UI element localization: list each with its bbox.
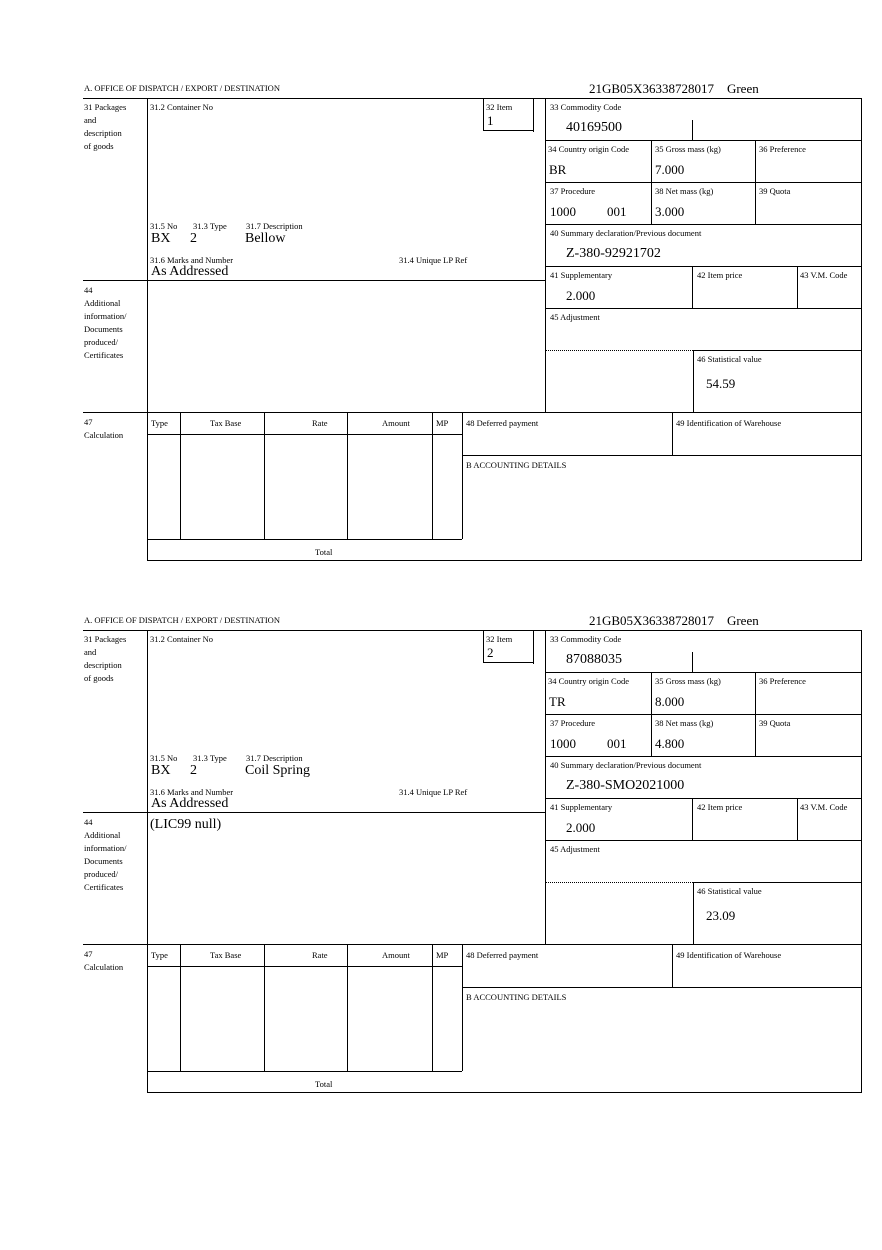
declaration-item-section: [0, 612, 882, 1132]
item-label: 32 Item: [486, 634, 513, 644]
procedure-additional-code: 001: [607, 204, 627, 219]
commodity-code-label: 33 Commodity Code: [550, 634, 622, 644]
item-number: 1: [487, 113, 494, 128]
container-label: 31.2 Container No: [150, 634, 214, 644]
net-mass: 4.800: [655, 736, 685, 751]
net-mass: 3.000: [655, 204, 685, 219]
calc-header-type: Type: [151, 950, 168, 960]
package-number: BX: [151, 763, 171, 778]
statistical-value: 54.59: [706, 376, 736, 391]
container-label: 31.2 Container No: [150, 102, 214, 112]
accounting-details-label: B ACCOUNTING DETAILS: [466, 992, 567, 1002]
procedure-code: 1000: [550, 736, 576, 751]
package-type-label: 31.3 Type: [193, 221, 227, 231]
unique-lp-label: 31.4 Unique LP Ref: [399, 255, 468, 265]
supplementary-label: 41 Supplementary: [550, 802, 613, 812]
item-label: 32 Item: [486, 102, 513, 112]
summary-declaration-label: 40 Summary declaration/Previous document: [550, 760, 702, 770]
procedure-label: 37 Procedure: [550, 718, 596, 728]
commodity-code: 40169500: [566, 120, 622, 135]
item-number: 2: [487, 645, 494, 660]
calc-total-label: Total: [315, 547, 333, 557]
summary-declaration: Z-380-92921702: [566, 246, 661, 261]
marks-value: As Addressed: [151, 264, 229, 279]
goods-description-label: 31.7 Description: [246, 753, 303, 763]
quota-label: 39 Quota: [759, 186, 791, 196]
adjustment-label: 45 Adjustment: [550, 312, 600, 322]
calc-total-label: Total: [315, 1079, 333, 1089]
accounting-details-label: B ACCOUNTING DETAILS: [466, 460, 567, 470]
supplementary-units: 2.000: [566, 820, 596, 835]
item-price-label: 42 Item price: [697, 802, 743, 812]
procedure-code: 1000: [550, 204, 576, 219]
packages-label: 31 Packages and description of goods: [84, 634, 127, 683]
package-type-label: 31.3 Type: [193, 753, 227, 763]
item-price-label: 42 Item price: [697, 270, 743, 280]
commodity-code: 87088035: [566, 652, 622, 667]
vm-code-label: 43 V.M. Code: [800, 802, 848, 812]
marks-label: 31.6 Marks and Number: [150, 787, 234, 797]
calc-header-amount: Amount: [382, 418, 410, 428]
office-header: A. OFFICE OF DISPATCH / EXPORT / DESTINATION: [84, 615, 280, 625]
marks-value: As Addressed: [151, 796, 229, 811]
additional-info-label: 44 Additional information/ Documents produced/ Certificates: [84, 285, 127, 360]
summary-declaration-label: 40 Summary declaration/Previous document: [550, 228, 702, 238]
route-status: Green: [726, 613, 759, 628]
gross-mass: 8.000: [655, 694, 685, 709]
reference-number: 21GB05X36338728017: [589, 613, 714, 628]
deferred-payment-label: 48 Deferred payment: [466, 418, 539, 428]
calc-header-type: Type: [151, 418, 168, 428]
gross-mass: 7.000: [655, 162, 685, 177]
goods-description-label: 31.7 Description: [246, 221, 303, 231]
warehouse-id-label: 49 Identification of Warehouse: [676, 418, 782, 428]
goods-description: Bellow: [245, 231, 286, 246]
calc-header-mp: MP: [436, 418, 449, 428]
package-number: BX: [151, 231, 171, 246]
country-origin-code: TR: [549, 694, 566, 709]
reference-number: 21GB05X36338728017: [589, 81, 714, 96]
office-header: A. OFFICE OF DISPATCH / EXPORT / DESTINATION: [84, 83, 280, 93]
package-type: 2: [190, 763, 197, 778]
summary-declaration: Z-380-SMO2021000: [566, 778, 685, 793]
calc-header-mp: MP: [436, 950, 449, 960]
marks-label: 31.6 Marks and Number: [150, 255, 234, 265]
package-type: 2: [190, 231, 197, 246]
supplementary-label: 41 Supplementary: [550, 270, 613, 280]
calc-header-rate: Rate: [312, 950, 328, 960]
procedure-additional-code: 001: [607, 736, 627, 751]
goods-description: Coil Spring: [245, 763, 310, 778]
declaration-reference: [589, 81, 759, 97]
procedure-label: 37 Procedure: [550, 186, 596, 196]
deferred-payment-label: 48 Deferred payment: [466, 950, 539, 960]
calc-header-amount: Amount: [382, 950, 410, 960]
statistical-value: 23.09: [706, 908, 736, 923]
commodity-code-label: 33 Commodity Code: [550, 102, 622, 112]
statistical-value-label: 46 Statistical value: [697, 354, 762, 364]
country-origin-label: 34 Country origin Code: [548, 144, 629, 154]
calc-header-tax-base: Tax Base: [210, 950, 242, 960]
additional-info-label: 44 Additional information/ Documents produced/ Certificates: [84, 817, 127, 892]
gross-mass-label: 35 Gross mass (kg): [655, 676, 721, 686]
packages-label: 31 Packages and description of goods: [84, 102, 127, 151]
supplementary-units: 2.000: [566, 288, 596, 303]
country-origin-label: 34 Country origin Code: [548, 676, 629, 686]
preference-label: 36 Preference: [759, 676, 806, 686]
calc-header-tax-base: Tax Base: [210, 418, 242, 428]
preference-label: 36 Preference: [759, 144, 806, 154]
net-mass-label: 38 Net mass (kg): [655, 718, 714, 728]
calc-header-rate: Rate: [312, 418, 328, 428]
package-number-label: 31.5 No: [150, 221, 178, 231]
declaration-item-section: [0, 80, 882, 600]
quota-label: 39 Quota: [759, 718, 791, 728]
vm-code-label: 43 V.M. Code: [800, 270, 848, 280]
unique-lp-label: 31.4 Unique LP Ref: [399, 787, 468, 797]
net-mass-label: 38 Net mass (kg): [655, 186, 714, 196]
warehouse-id-label: 49 Identification of Warehouse: [676, 950, 782, 960]
calculation-label: 47 Calculation: [84, 949, 124, 972]
package-number-label: 31.5 No: [150, 753, 178, 763]
gross-mass-label: 35 Gross mass (kg): [655, 144, 721, 154]
adjustment-label: 45 Adjustment: [550, 844, 600, 854]
calculation-label: 47 Calculation: [84, 417, 124, 440]
country-origin-code: BR: [549, 162, 567, 177]
statistical-value-label: 46 Statistical value: [697, 886, 762, 896]
route-status: Green: [726, 81, 759, 96]
declaration-reference: [589, 613, 759, 629]
additional-info-value: (LIC99 null): [150, 817, 222, 832]
